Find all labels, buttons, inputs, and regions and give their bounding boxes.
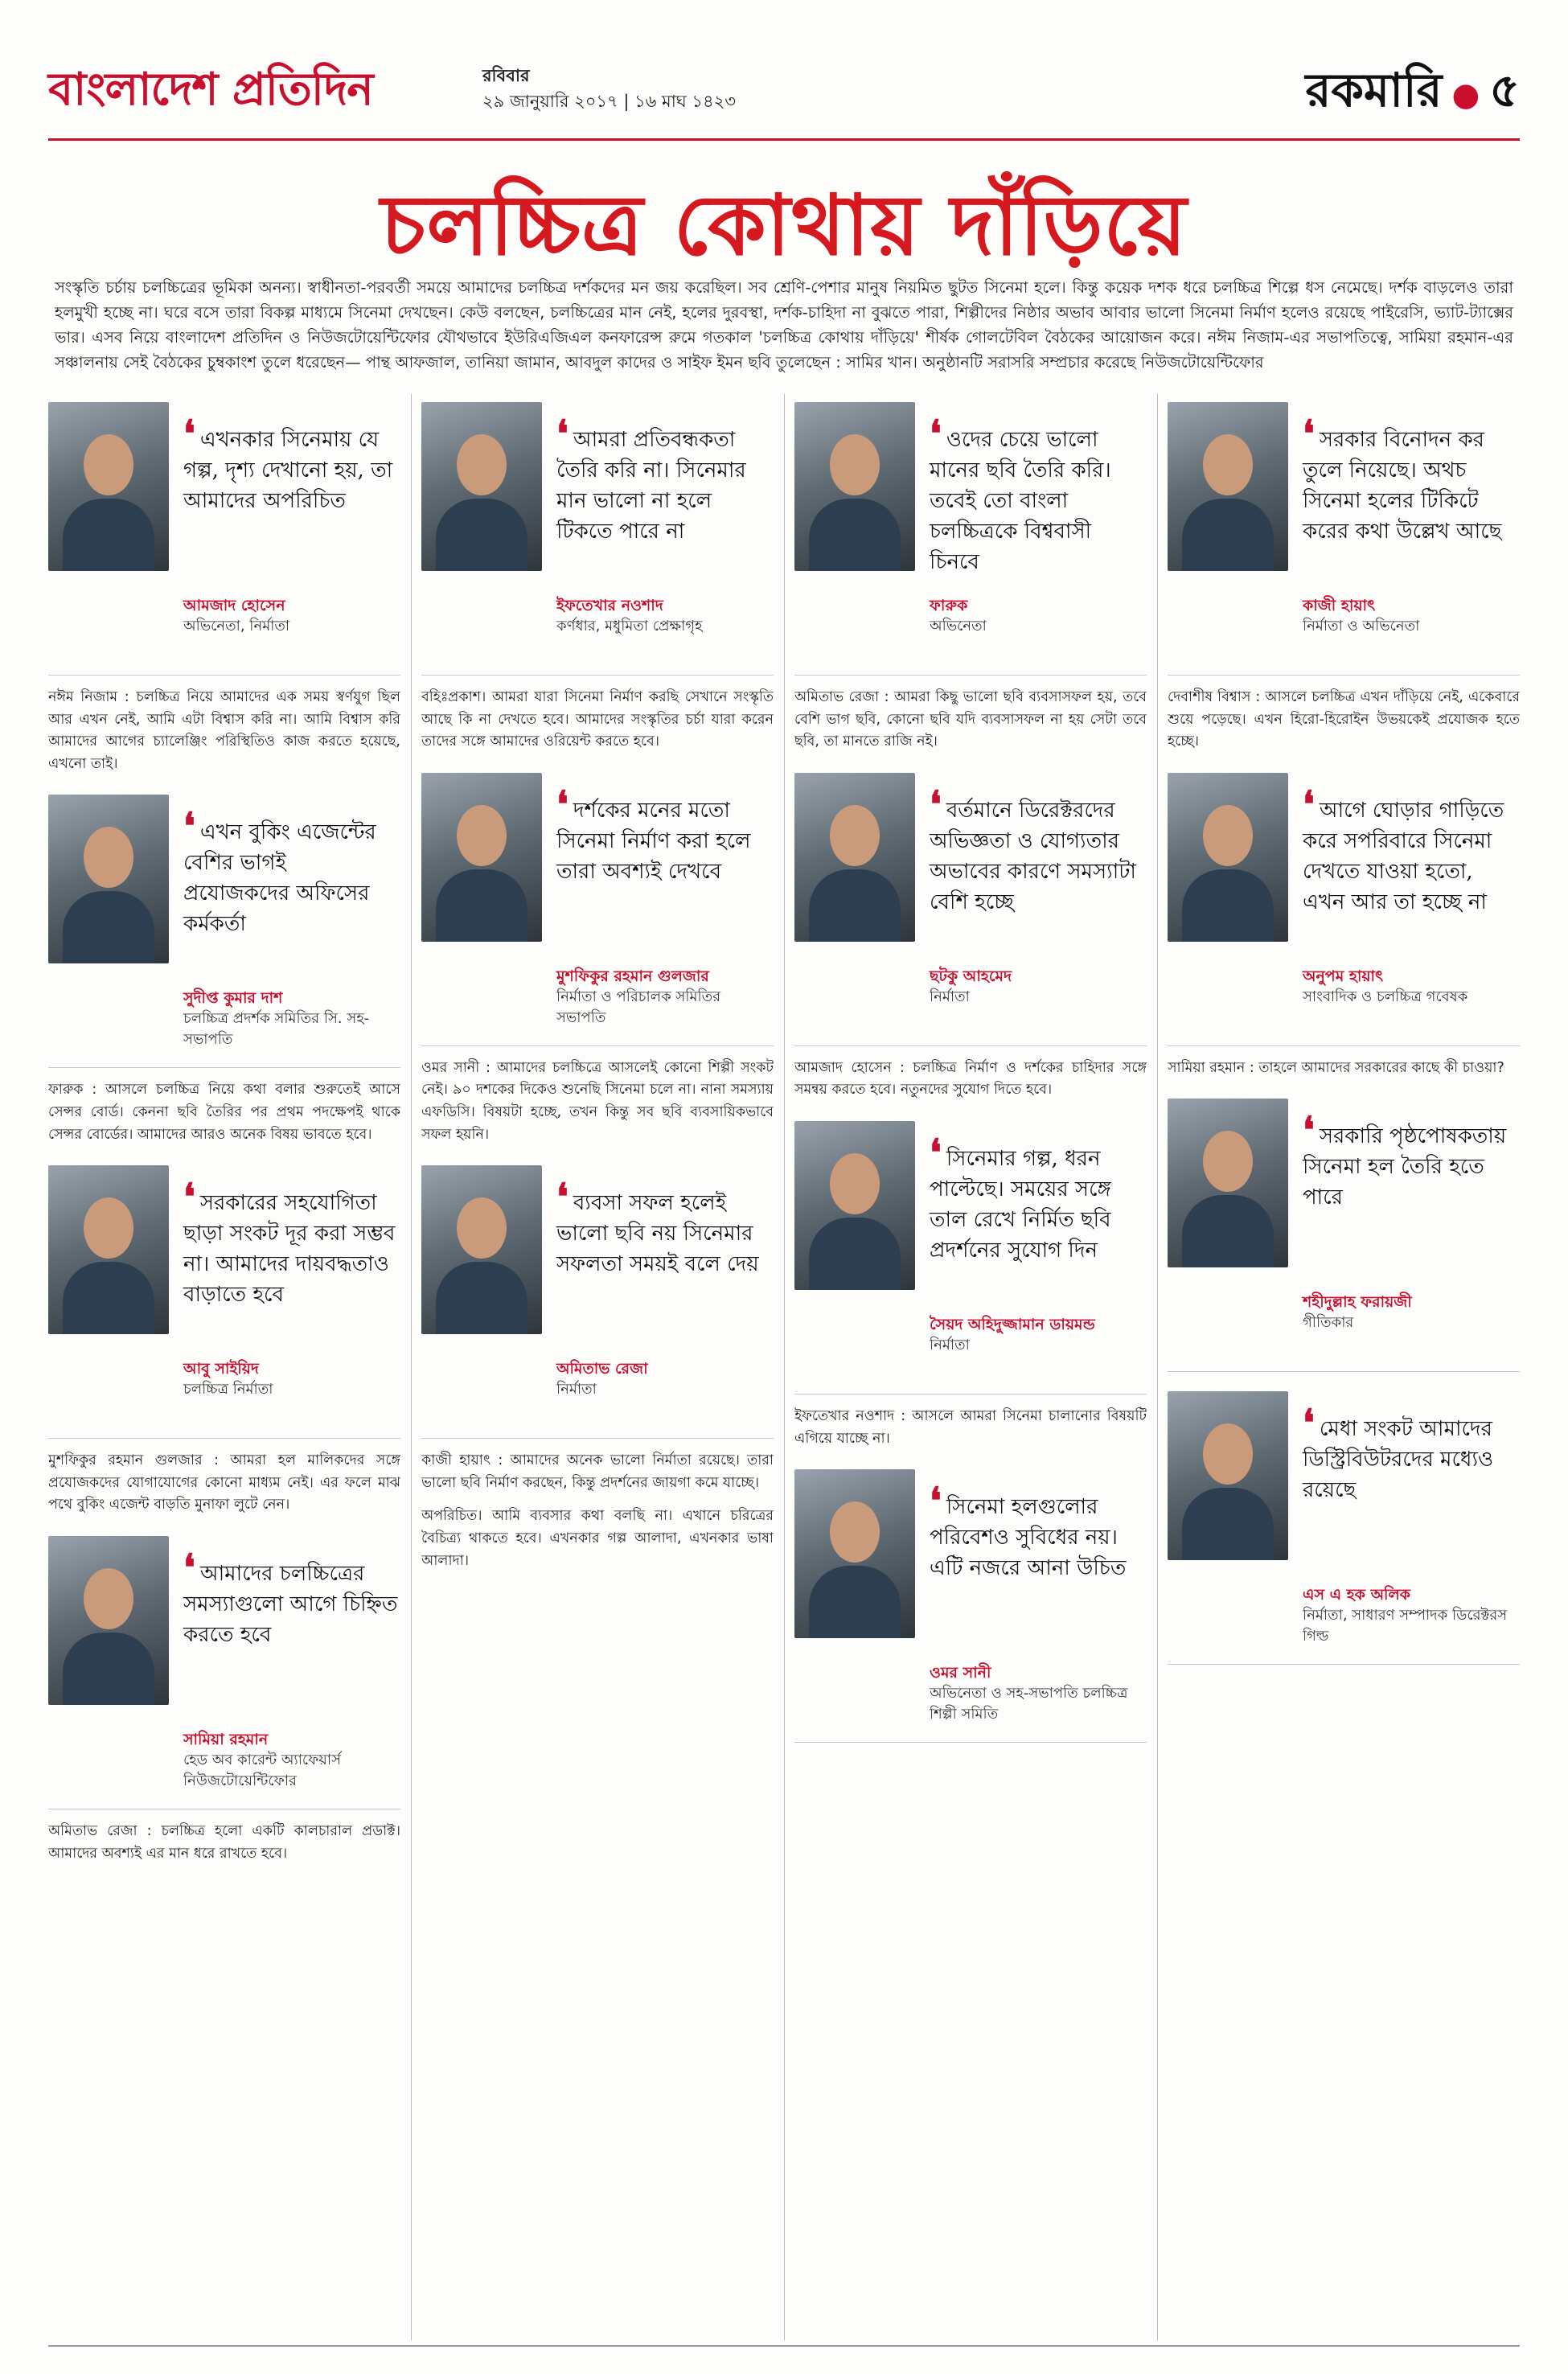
- quote-mark-icon: ❛: [930, 1479, 942, 1523]
- speaker-role: নির্মাতা ও অভিনেতা: [1303, 618, 1420, 635]
- speaker-role: নির্মাতা: [930, 1336, 970, 1353]
- pull-quote-text: দর্শকের মনের মতো সিনেমা নির্মাণ করা হলে তারা অবশ্যই দেখবে: [556, 798, 751, 884]
- page-number: ৫: [1489, 63, 1520, 117]
- speaker-role: নির্মাতা: [930, 988, 970, 1005]
- quote-mark-icon: ❛: [183, 804, 195, 848]
- speaker-name: ফারুক: [930, 597, 968, 614]
- pull-quote: [1303, 1108, 1518, 1213]
- speaker-byline: [183, 595, 399, 637]
- pull-quote: [183, 412, 399, 516]
- dateline: [482, 63, 736, 114]
- column-divider: [411, 394, 412, 2340]
- section-header: [1305, 55, 1520, 133]
- pull-quote: [556, 782, 772, 887]
- speaker-byline: [183, 988, 399, 1050]
- speaker-byline: [1303, 1292, 1518, 1333]
- quote-mark-icon: ❛: [1303, 1108, 1315, 1152]
- speaker-name: সৈয়দ অহিদুজ্জামান ডায়মন্ড: [930, 1315, 1095, 1333]
- quote-mark-icon: ❛: [556, 782, 569, 826]
- speaker-name: ছটকু আহমেদ: [930, 967, 1012, 985]
- speaker-byline: [930, 1662, 1145, 1725]
- quote-box: [48, 394, 400, 676]
- quote-mark-icon: ❛: [556, 412, 569, 455]
- pull-quote-text: আগে ঘোড়ার গাড়িতে করে সপরিবারে সিনেমা দেখতে যাওয়া হতো, এখন আর তা হচ্ছে না: [1303, 798, 1504, 914]
- top-rule: [48, 138, 1520, 141]
- section-name: রকমারি: [1305, 63, 1443, 117]
- pull-quote-text: সরকার বিনোদন কর তুলে নিয়েছে। অথচ সিনেমা হলের টিকিটে করের কথা উল্লেখ আছে: [1303, 428, 1502, 544]
- portrait-photo: [421, 773, 542, 942]
- portrait-photo: [48, 795, 169, 963]
- speaker-name: অনুপম হায়াৎ: [1303, 967, 1384, 985]
- pull-quote-text: ওদের চেয়ে ভালো মানের ছবি তৈরি করি। তবেই তো বাংলা চলচ্চিত্রকে বিশ্ববাসী চিনবে: [930, 428, 1111, 574]
- speaker-role: সাংবাদিক ও চলচ্চিত্র গবেষক: [1303, 988, 1468, 1005]
- pull-quote: [183, 1175, 399, 1310]
- quote-box: [421, 1157, 774, 1439]
- quote-box: [1168, 394, 1520, 676]
- pull-quote: [1303, 782, 1518, 918]
- quote-mark-icon: ❛: [930, 412, 942, 455]
- quote-box: [1168, 765, 1520, 1046]
- column-divider: [1157, 394, 1158, 2340]
- article-columns: [48, 394, 1520, 2340]
- portrait-photo: [48, 1165, 169, 1334]
- discussion-paragraph: অমিতাভ রেজা : আমরা কিছু ভালো ছবি ব্যবসাসফল হয়, তবে বেশি ভাগ ছবি, কোনো ছবি যদি ব্যবসাসফল না হয় সেটা তবে ছবি, তা মানতে রাজি নই।: [794, 689, 1147, 750]
- quote-mark-icon: ❛: [1303, 1401, 1315, 1445]
- speaker-byline: [930, 595, 1145, 637]
- speaker-name: কাজী হায়াৎ: [1303, 597, 1376, 614]
- discussion-paragraph: অপরিচিত। আমি ব্যবসার কথা বলছি না। এখানে চরিত্রের বৈচিত্র্য থাকতে হবে। এখনকার গল্প আলাদা, এখনকার ভাষা আলাদা।: [421, 1508, 774, 1569]
- pull-quote-text: আমাদের চলচ্চিত্রের সমস্যাগুলো আগে চিহ্নিত করতে হবে: [183, 1561, 398, 1647]
- pull-quote: [930, 1130, 1145, 1266]
- speaker-role: হেড অব কারেন্ট অ্যাফেয়ার্স নিউজটোয়েন্টিফোর: [183, 1751, 342, 1789]
- speaker-role: চলচ্চিত্র প্রদর্শক সমিতির সি. সহ-সভাপতি: [183, 1010, 370, 1049]
- portrait-photo: [794, 773, 915, 942]
- speaker-byline: [930, 1314, 1145, 1356]
- speaker-name: আমজাদ হোসেন: [183, 597, 285, 614]
- pull-quote: [556, 1175, 772, 1279]
- pull-quote: [930, 412, 1145, 577]
- pull-quote: [930, 782, 1145, 918]
- pull-quote-text: বর্তমানে ডিরেক্টরদের অভিজ্ঞতা ও যোগ্যতার অভাবের কারণে সমস্যাটা বেশি হচ্ছে: [930, 798, 1136, 914]
- speaker-byline: [1303, 595, 1518, 637]
- speaker-byline: [556, 1358, 772, 1400]
- quote-mark-icon: ❛: [1303, 782, 1315, 826]
- speaker-role: অভিনেতা, নির্মাতা: [183, 618, 290, 635]
- discussion-paragraph: অমিতাভ রেজা : চলচ্চিত্র হলো একটি কালচারাল প্রডাক্ট। আমাদের অবশ্যই এর মান ধরে রাখতে হবে।: [48, 1822, 400, 1862]
- speaker-byline: [930, 966, 1145, 1008]
- speaker-role: চলচ্চিত্র নির্মাতা: [183, 1381, 273, 1399]
- speaker-byline: [183, 1729, 399, 1792]
- quote-box: [794, 1461, 1147, 1743]
- pull-quote: [183, 1545, 399, 1650]
- quote-box: [1168, 1090, 1520, 1372]
- quote-box: [794, 765, 1147, 1046]
- portrait-photo: [1168, 1099, 1288, 1267]
- speaker-role: নির্মাতা, সাধারণ সম্পাদক ডিরেক্টরস গিল্ড: [1303, 1607, 1508, 1645]
- quote-box: [794, 1113, 1147, 1394]
- speaker-byline: [1303, 966, 1518, 1008]
- portrait-photo: [794, 1121, 915, 1290]
- column-4: [1168, 394, 1520, 2340]
- bullet-icon: ●: [1451, 75, 1480, 113]
- column-divider: [784, 394, 785, 2340]
- portrait-photo: [794, 1469, 915, 1638]
- quote-mark-icon: ❛: [1303, 412, 1315, 455]
- newspaper-logo: বাংলাদেশ প্রতিদিন: [48, 63, 373, 116]
- dateline-date: ২৯ জানুয়ারি ২০১৭ | ১৬ মাঘ ১৪২৩: [482, 92, 736, 111]
- portrait-photo: [48, 402, 169, 571]
- footer-rule: [48, 2345, 1520, 2347]
- pull-quote: [183, 804, 399, 939]
- speaker-name: শহীদুল্লাহ ফরায়জী: [1303, 1293, 1412, 1312]
- masthead: [48, 50, 1520, 137]
- quote-box: [794, 394, 1147, 676]
- pull-quote-text: ব্যবসা সফল হলেই ভালো ছবি নয় সিনেমার সফলতা সময়ই বলে দেয়: [556, 1191, 759, 1277]
- portrait-photo: [421, 1165, 542, 1334]
- pull-quote-text: সরকারি পৃষ্ঠপোষকতায় সিনেমা হল তৈরি হতে পারে: [1303, 1124, 1507, 1210]
- speaker-byline: [183, 1358, 399, 1400]
- column-1: [48, 394, 400, 2340]
- speaker-role: অভিনেতা: [930, 618, 987, 635]
- speaker-name: সামিয়া রহমান: [183, 1730, 269, 1748]
- pull-quote-text: এখন বুকিং এজেন্টের বেশির ভাগই প্রযোজকদের অফিসের কর্মকর্তা: [183, 820, 376, 937]
- discussion-paragraph: নঈম নিজাম : চলচ্চিত্র নিয়ে আমাদের এক সময় স্বর্ণযুগ ছিল আর এখন নেই, আমি এটা বিশ্বাস করি না। আমি বিশ্বাস করি আমাদের আগের চ্যালেঞ্জিং পরিস্থিতিও কাজ করতে হয়েছে, এখনো তাই।: [48, 689, 400, 772]
- portrait-photo: [794, 402, 915, 571]
- article-headline: চলচ্চিত্র কোথায় দাঁড়িয়ে: [380, 175, 1188, 274]
- discussion-paragraph: কাজী হায়াৎ : আমাদের অনেক ভালো নির্মাতা রয়েছে। তারা ভালো ছবি নির্মাণ করছেন, কিন্তু প্রদর্শনের জায়গা কমে যাচ্ছে।: [421, 1452, 774, 1491]
- pull-quote: [1303, 412, 1518, 547]
- quote-mark-icon: ❛: [930, 782, 942, 826]
- pull-quote-text: এখনকার সিনেমায় যে গল্প, দৃশ্য দেখানো হয়, তা আমাদের অপরিচিত: [183, 428, 393, 513]
- quote-mark-icon: ❛: [183, 1175, 195, 1219]
- quote-mark-icon: ❛: [556, 1175, 569, 1219]
- discussion-paragraph: বহিঃপ্রকাশ। আমরা যারা সিনেমা নির্মাণ করছি সেখানে সংস্কৃতি আছে কি না দেখতে হবে। আমাদের সংস্কৃতির চর্চা যারা করেন তাদের সঙ্গে আমাদের ওরিয়েন্ট করতে হবে।: [421, 689, 774, 750]
- pull-quote-text: আমরা প্রতিবন্ধকতা তৈরি করি না। সিনেমার মান ভালো না হলে টিকতে পারে না: [556, 428, 746, 544]
- pull-quote-text: মেধা সংকট আমাদের ডিস্ট্রিবিউটরদের মধ্যেও রয়েছে: [1303, 1417, 1494, 1503]
- speaker-name: মুশফিকুর রহমান গুলজার: [556, 967, 709, 985]
- pull-quote: [1303, 1401, 1518, 1505]
- discussion-paragraph: মুশফিকুর রহমান গুলজার : আমরা হল মালিকদের সঙ্গে প্রযোজকদের যোগাযোগের কোনো মাধ্যম নেই। এর ফলে মাঝ পথে বুকিং এজেন্ট বাড়তি মুনাফা লুটে নেন।: [48, 1452, 400, 1514]
- speaker-role: গীতিকার: [1303, 1314, 1354, 1332]
- pull-quote: [556, 412, 772, 547]
- speaker-byline: [1303, 1584, 1518, 1647]
- portrait-photo: [1168, 402, 1288, 571]
- quote-box: [1168, 1383, 1520, 1665]
- discussion-paragraph: আমজাদ হোসেন : চলচ্চিত্র নির্মাণ ও দর্শকের চাহিদার সঙ্গে সমন্বয় করতে হবে। নতুনদের সুযোগ দিতে হবে।: [794, 1059, 1147, 1099]
- speaker-role: নির্মাতা: [556, 1381, 597, 1399]
- speaker-name: অমিতাভ রেজা: [556, 1360, 648, 1378]
- quote-box: [421, 765, 774, 1046]
- speaker-role: নির্মাতা ও পরিচালক সমিতির সভাপতি: [556, 988, 721, 1026]
- quote-box: [48, 787, 400, 1068]
- speaker-byline: [556, 595, 772, 637]
- quote-box: [48, 1157, 400, 1439]
- pull-quote: [930, 1479, 1145, 1583]
- pull-quote-text: সরকারের সহযোগিতা ছাড়া সংকট দূর করা সম্ভব না। আমাদের দায়বদ্ধতাও বাড়াতে হবে: [183, 1191, 396, 1308]
- portrait-photo: [421, 402, 542, 571]
- portrait-photo: [1168, 1391, 1288, 1560]
- speaker-name: সুদীপ্ত কুমার দাশ: [183, 989, 283, 1008]
- article-intro: সংস্কৃতি চর্চায় চলচ্চিত্রের ভূমিকা অনন্য। স্বাধীনতা-পরবর্তী সময়ে আমাদের চলচ্চিত্র দর্শকদের মন জয় করেছিল। সব শ্রেণি-পেশার মানুষ নিয়মিত ছুটত সিনেমা হলে। কিন্তু কয়েক দশক ধরে চলচ্চিত্র শিল্পে ধস নেমেছে। দর্শক বাড়লেও তারা হলমুখী হচ্ছে না। ঘরে বসে তারা বিকল্প মাধ্যমে সিনেমা দেখছেন। কেউ বলছেন, চলচ্চিত্রের মান নেই, হলের দুরবস্থা, দর্শক-চাহিদা না বুঝতে পারা, শিল্পীদের নিষ্ঠার অভাব আবার ভালো সিনেমা নির্মাণ হলেও রয়েছে পাইরেসি, ভ্যাট-ট্যাক্সের ভার। এসব নিয়ে বাংলাদেশ প্রতিদিন ও নিউজটোয়েন্টিফোর যৌথভাবে ইউরিএজিএল কনফারেন্স রুমে গতকাল 'চলচ্চিত্র কোথায় দাঁড়িয়ে' শীর্ষক গোলটেবিল বৈঠকের আয়োজন করে। নঈম নিজাম-এর সভাপতিত্বে, সামিয়া রহমান-এর সঞ্চালনায় সেই বৈঠকের চুম্বকাংশ তুলে ধরেছেন— পান্থ আফজাল, তানিয়া জামান, আবদুল কাদের ও সাইফ ইমন ছবি তুলেছেন : সামির খান। অনুষ্ঠানটি সরাসরি সম্প্রচার করেছে নিউজটোয়েন্টিফোর: [55, 278, 1513, 372]
- discussion-paragraph: দেবাশীষ বিশ্বাস : আসলে চলচ্চিত্র এখন দাঁড়িয়ে নেই, একেবারে শুয়ে পড়েছে। এখন হিরো-হিরোইন উভয়কেই প্রযোজক হতে হচ্ছে।: [1168, 689, 1520, 750]
- quote-mark-icon: ❛: [930, 1130, 942, 1174]
- discussion-paragraph: ইফতেখার নওশাদ : আসলে আমরা সিনেমা চালানোর বিষয়টি এগিয়ে যাচ্ছে না।: [794, 1407, 1147, 1447]
- speaker-role: অভিনেতা ও সহ-সভাপতি চলচ্চিত্র শিল্পী সমিতি: [930, 1685, 1128, 1723]
- discussion-paragraph: ওমর সানী : আমাদের চলচ্চিত্রে আসলেই কোনো শিল্পী সংকট নেই। ৯০ দশকের দিকেও শুনেছি সিনেমা চলে না। নানা সমস্যায় এফডিসি। বিষয়টা হচ্ছে, তখন কিন্তু সব ছবি ব্যবসায়িকভাবে সফল হয়নি।: [421, 1059, 774, 1143]
- speaker-byline: [556, 966, 772, 1029]
- quote-mark-icon: ❛: [183, 412, 195, 455]
- speaker-role: কর্ণধার, মধুমিতা প্রেক্ষাগৃহ: [556, 618, 703, 635]
- dateline-day: রবিবার: [482, 66, 530, 85]
- pull-quote-text: সিনেমার গল্প, ধরন পাল্টেছে। সময়ের সঙ্গে তাল রেখে নির্মিত ছবি প্রদর্শনের সুযোগ দিন: [930, 1146, 1111, 1263]
- portrait-photo: [1168, 773, 1288, 942]
- speaker-name: এস এ হক অলিক: [1303, 1586, 1410, 1604]
- pull-quote-text: সিনেমা হলগুলোর পরিবেশও সুবিধের নয়। এটি নজরে আনা উচিত: [930, 1495, 1127, 1581]
- quote-mark-icon: ❛: [183, 1545, 195, 1589]
- speaker-name: ওমর সানী: [930, 1664, 991, 1682]
- discussion-paragraph: ফারুক : আসলে চলচ্চিত্র নিয়ে কথা বলার শুরুতেই আসে সেন্সর বোর্ড। কেননা ছবি তৈরির পর প্রথম পদক্ষেপই থাকে সেন্সর বোর্ডের। আমাদের আরও অনেক বিষয় ভাবতে হবে।: [48, 1082, 400, 1143]
- portrait-photo: [48, 1536, 169, 1705]
- speaker-name: আবু সাইয়িদ: [183, 1360, 259, 1378]
- column-3: [794, 394, 1147, 2340]
- quote-box: [48, 1528, 400, 1809]
- discussion-paragraph: সামিয়া রহমান : তাহলে আমাদের সরকারের কাছে কী চাওয়া?: [1168, 1059, 1504, 1076]
- quote-box: [421, 394, 774, 676]
- column-2: [421, 394, 774, 2340]
- speaker-name: ইফতেখার নওশাদ: [556, 597, 663, 614]
